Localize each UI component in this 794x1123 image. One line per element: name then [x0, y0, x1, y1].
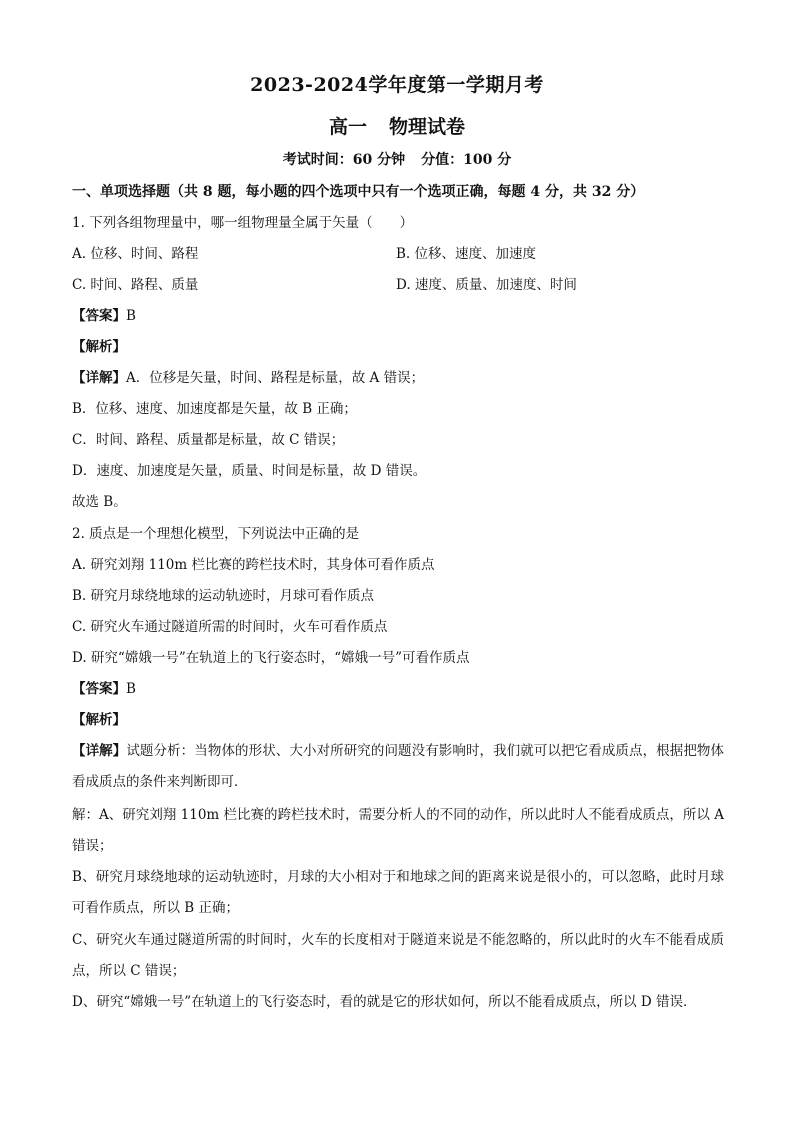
q1-option-c: C. 时间、路程、质量: [72, 277, 199, 293]
q1-option-b: B. 位移、速度、加速度: [396, 246, 537, 262]
exam-subtitle: [0, 112, 794, 139]
q2-answer: [72, 679, 136, 699]
q2-detail-c: C、研究火车通过隧道所需的时间时，火车的长度相对于隧道来说是不能忽略的，所以此时的火车不能看成质点，所以 C 错误；: [72, 932, 724, 979]
q2-option-a: A. 研究刘翔 110m 栏比赛的跨栏技术时，其身体可看作质点: [72, 557, 435, 573]
section-heading: 一、单项选择题（共 8 题，每小题的四个选项中只有一个选项正确，每题 4 分，共 32 分）: [72, 184, 645, 200]
q1-detail-tag: 【详解】: [72, 370, 126, 386]
q1-analysis-tag: 【解析】: [72, 339, 126, 355]
q2-option-c: C. 研究火车通过隧道所需的时间时，火车可看作质点: [72, 619, 388, 635]
subject-label: 物理试卷: [389, 116, 466, 138]
q1-conclusion: 故选 B。: [72, 494, 127, 510]
q1-detail-a: [72, 368, 424, 388]
q1-answer-value: B: [126, 308, 136, 324]
exam-info: [0, 149, 794, 169]
q1-detail-c: C．时间、路程、质量都是标量，故 C 错误；: [72, 432, 345, 448]
q1-option-d: D. 速度、质量、加速度、时间: [396, 277, 577, 293]
q1-answer: [72, 306, 136, 326]
q2-option-b: B. 研究月球绕地球的运动轨迹时，月球可看作质点: [72, 588, 375, 604]
q1-option-a: A. 位移、时间、路程: [72, 246, 199, 262]
q2-answer-value: B: [126, 681, 136, 697]
q2-detail-d: D、研究“嫦娥一号”在轨道上的飞行姿态时，看的就是它的形状如何，所以不能看成质点，所以 D 错误．: [72, 994, 697, 1010]
q2-analysis-tag: 【解析】: [72, 712, 126, 728]
exam-time: 考试时间：60 分钟: [282, 152, 406, 168]
q2-answer-tag: 【答案】: [72, 681, 126, 697]
exam-score: 分值：100 分: [421, 152, 512, 168]
q1-detail-b: B．位移、速度、加速度都是矢量，故 B 正确；: [72, 401, 357, 417]
q2-detail-intro: [72, 736, 724, 798]
q2-detail-tag: 【详解】: [72, 743, 127, 759]
q2-detail-a: 解：A、研究刘翔 110m 栏比赛的跨栏技术时，需要分析人的不同的动作，所以此时人不能看成质点，所以 A 错误；: [72, 807, 724, 854]
q2-detail-b: B、研究月球绕地球的运动轨迹时，月球的大小相对于和地球之间的距离来说是很小的，可以忽略，此时月球可看作质点，所以 B 正确；: [72, 869, 724, 916]
q2-stem: 2. 质点是一个理想化模型，下列说法中正确的是: [72, 526, 360, 542]
q2-option-d: D. 研究“嫦娥一号”在轨道上的飞行姿态时，“嫦娥一号”可看作质点: [72, 650, 470, 666]
exam-title: 2023-2024学年度第一学期月考: [250, 74, 544, 96]
q1-detail-a-text: A．位移是矢量，时间、路程是标量，故 A 错误；: [126, 370, 425, 386]
q1-answer-tag: 【答案】: [72, 308, 126, 324]
q1-stem: 1. 下列各组物理量中，哪一组物理量全属于矢量（ ）: [72, 215, 414, 231]
grade-label: 高一: [328, 116, 367, 138]
q1-detail-d: D．速度、加速度是矢量，质量、时间是标量，故 D 错误。: [72, 463, 427, 479]
q2-detail-intro-text: 试题分析：当物体的形状、大小对所研究的问题没有影响时，我们就可以把它看成质点，根据把物体看成质点的条件来判断即可．: [72, 743, 725, 790]
